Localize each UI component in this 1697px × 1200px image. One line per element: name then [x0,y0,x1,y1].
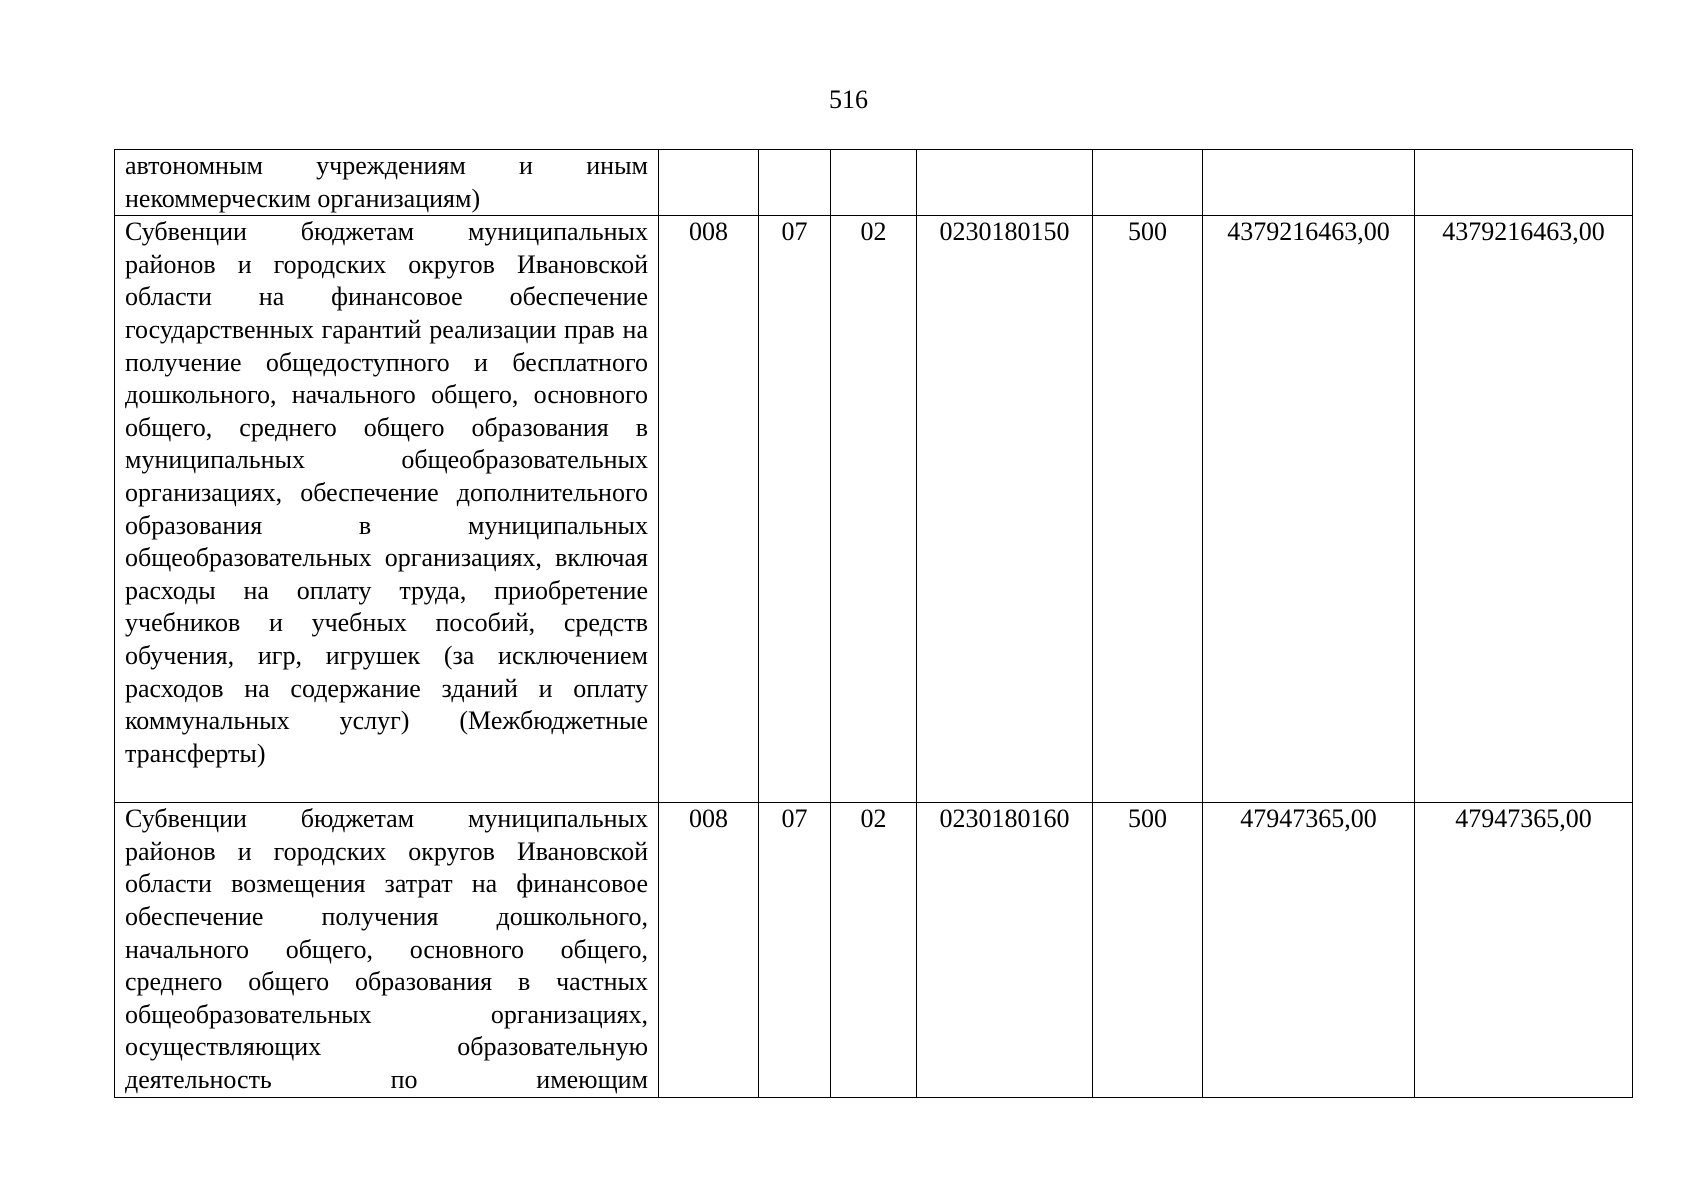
table-row [115,216,1633,803]
row-expense-type: 500 [1093,216,1203,803]
row-description: Субвенции бюджетам муниципальных районов и городских округов Ивановской области возмещения затрат на финансовое обеспечение получения дошкольного, начального общего, основного общего, среднего общего образования в частных общеобразовательных организациях, осуществляющих образовательную деятельность по имеющим [115,803,659,1097]
budget-table [114,149,1633,1098]
row-ved-code: 008 [659,216,759,803]
row-ved-code: 008 [659,803,759,1097]
row-description: Субвенции бюджетам муниципальных районов и городских округов Ивановской области на финансовое обеспечение государственных гарантий реализации прав на получение общедоступного и бесплатного дошкольного, начального общего, основного общего, среднего общего образования в муниципальных общеобразовательных организациях, обеспечение дополнительного образования в муниципальных общеобразовательных организациях, включая расходы на оплату труда, приобретение учебников и учебных пособий, средств обучения, игр, игрушек (за исключением расходов на содержание зданий и оплату коммунальных услуг) (Межбюджетные трансферты) [115,216,659,803]
row-subsection-code [831,150,917,216]
row-expense-type: 500 [1093,803,1203,1097]
row-description: автономным учреждениям и иным некоммерческим организациям) [115,150,659,216]
table-row [115,150,1633,216]
row-sum-1: 4379216463,00 [1203,216,1415,803]
page-number: 516 [829,85,868,114]
row-subsection-code: 02 [831,216,917,803]
row-section-code [759,150,831,216]
row-target-article: 0230180160 [917,803,1093,1097]
row-target-article: 0230180150 [917,216,1093,803]
row-target-article [917,150,1093,216]
table-row [115,803,1633,1097]
row-expense-type [1093,150,1203,216]
row-section-code: 07 [759,216,831,803]
row-sum-2 [1415,150,1633,216]
row-section-code: 07 [759,803,831,1097]
row-subsection-code: 02 [831,803,917,1097]
row-ved-code [659,150,759,216]
row-sum-2: 47947365,00 [1415,803,1633,1097]
row-sum-1 [1203,150,1415,216]
row-sum-1: 47947365,00 [1203,803,1415,1097]
row-sum-2: 4379216463,00 [1415,216,1633,803]
